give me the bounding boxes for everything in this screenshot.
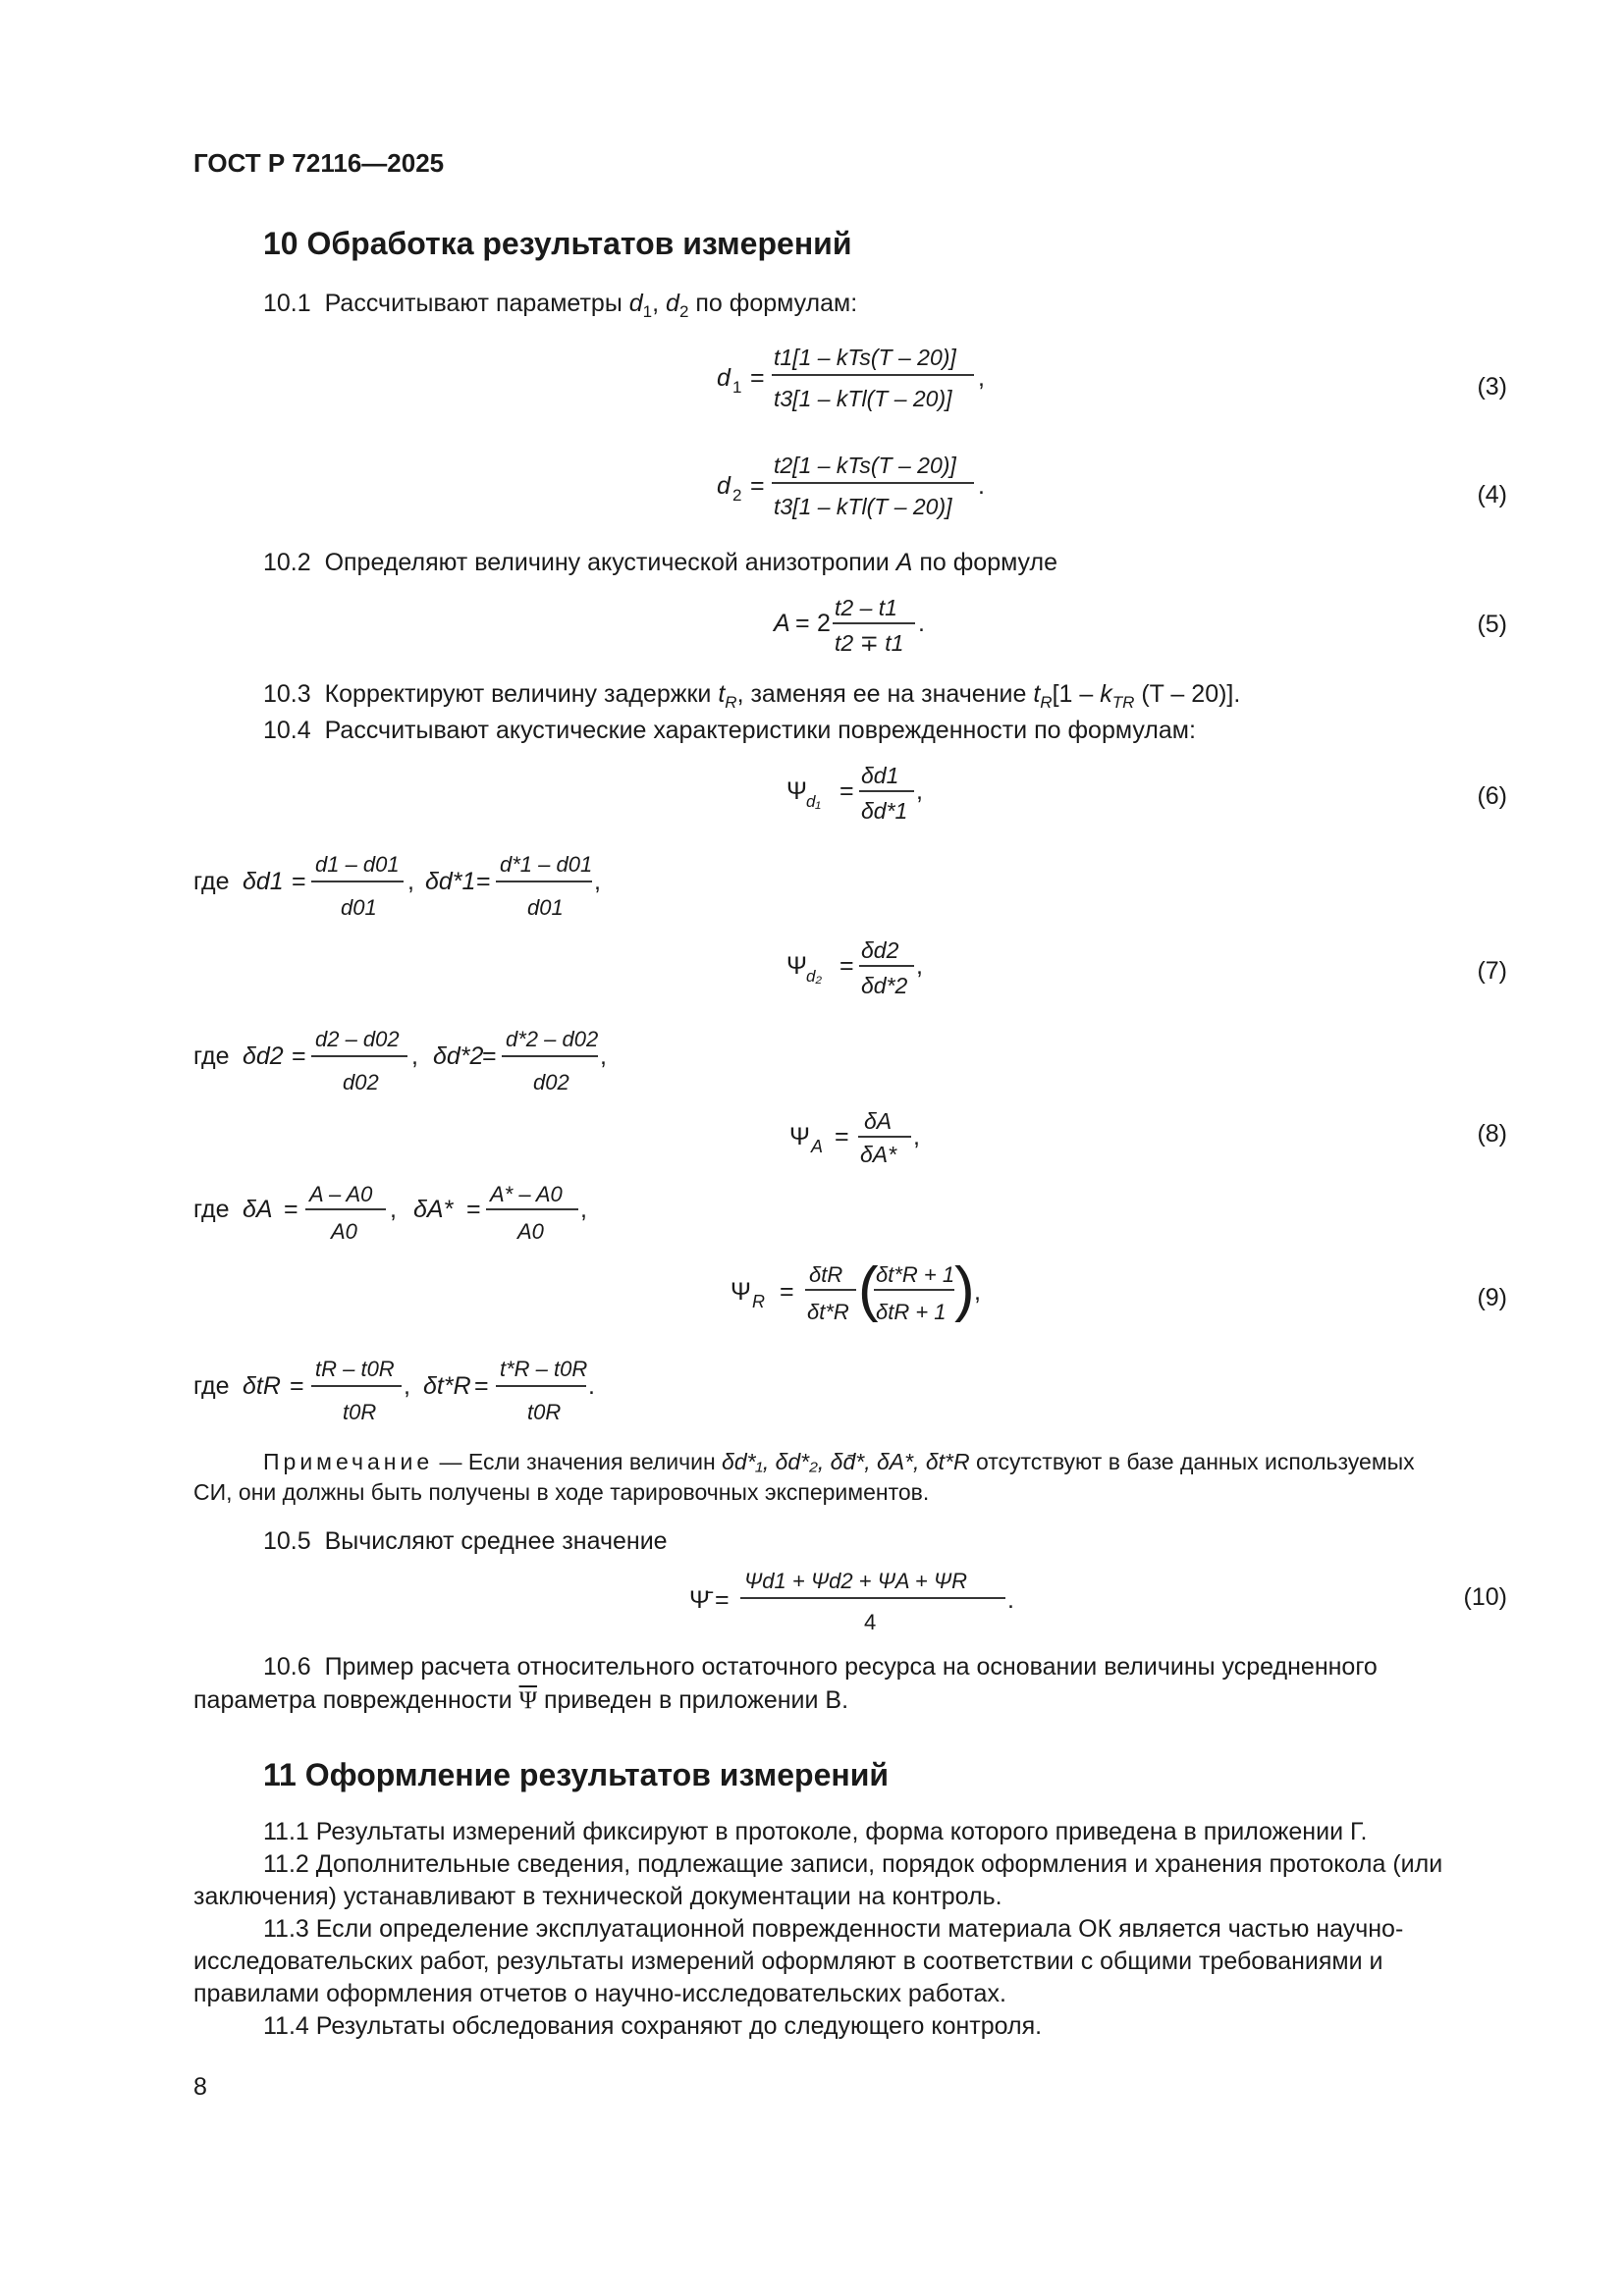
paragraph-11-3: 11.3 Если определение эксплуатационной поврежденности материала ОК является частью научно-исследовательских работ, результаты измерений оформляют в соответствии с общими требованиями и правилами оформления отчетов о научно-исследовательских работах. (193, 1915, 1404, 2007)
eq3-numerator: t1[1 – kTs(T – 20)] (774, 345, 956, 370)
svg-text:где: где (193, 1196, 230, 1223)
note-label: Примечание (263, 1449, 434, 1474)
equation-8-number: (8) (1477, 1120, 1507, 1148)
equation-5 (766, 586, 943, 665)
paragraph-10-2: 10.2 Определяют величину акустической анизотропии A по формуле (263, 549, 1058, 576)
svg-text:d*2 – d02: d*2 – d02 (506, 1027, 599, 1051)
svg-text:=: = (839, 777, 854, 805)
eq8-numerator: δA (864, 1108, 893, 1134)
paragraph-10-5: 10.5 Вычисляют среднее значение (263, 1527, 668, 1555)
svg-text:t*R – t0R: t*R – t0R (500, 1357, 588, 1381)
svg-text:d₁: d₁ (806, 792, 821, 811)
svg-text:d02: d02 (343, 1070, 379, 1095)
svg-text:=: = (835, 1123, 849, 1150)
svg-text:t0R: t0R (343, 1400, 377, 1424)
svg-text:δd1: δd1 (243, 868, 284, 895)
svg-text:,: , (407, 868, 414, 895)
svg-text:=: = (284, 1196, 298, 1223)
svg-text:d: d (717, 472, 731, 500)
svg-text:где: где (193, 1372, 230, 1400)
eq4-denominator: t3[1 – kTl(T – 20)] (774, 494, 952, 519)
eq3-lhs: d (717, 364, 731, 392)
equation-9 (727, 1249, 992, 1337)
equation-8-where (193, 1172, 625, 1251)
eq6-numerator: δd1 (861, 763, 899, 788)
svg-text:1: 1 (732, 378, 742, 397)
eq4-numerator: t2[1 – kTs(T – 20)] (774, 453, 956, 478)
svg-text:,: , (978, 364, 985, 392)
equation-9-number: (9) (1477, 1284, 1507, 1311)
svg-text:=: = (750, 472, 765, 500)
svg-text:=: = (292, 1042, 306, 1070)
svg-text:δt*R: δt*R (423, 1372, 471, 1400)
svg-text:d₂: d₂ (806, 967, 822, 986)
svg-text:,: , (411, 1042, 418, 1070)
eq10-numerator: Ψd1 + Ψd2 + ΨA + ΨR (744, 1569, 967, 1593)
svg-text:δd*2: δd*2 (433, 1042, 484, 1070)
svg-text:Ψ: Ψ (786, 777, 807, 805)
svg-text:.: . (978, 472, 985, 500)
svg-text:δA: δA (243, 1196, 273, 1223)
svg-text:d01: d01 (341, 895, 377, 920)
svg-text:=: = (466, 1196, 481, 1223)
equation-10 (685, 1565, 1019, 1643)
equation-4 (707, 440, 1001, 528)
svg-text:): ) (954, 1255, 975, 1323)
svg-text:,: , (390, 1196, 397, 1223)
svg-text:=: = (715, 1586, 730, 1614)
paragraph-10-6-line-1: 10.6 Пример расчета относительного остаточного ресурса на основании величины усредненного (263, 1653, 1378, 1681)
eq5-numerator: t2 – t1 (835, 595, 897, 620)
svg-text:2: 2 (732, 486, 742, 505)
equation-8 (785, 1105, 952, 1174)
svg-text:d02: d02 (533, 1070, 569, 1095)
note-symbols: δd*₁, δd*₂, δd̄*, δA*, δt*R (722, 1449, 970, 1474)
equation-6 (781, 756, 947, 834)
svg-text:=: = (780, 1278, 794, 1306)
section-11-title: 11 Оформление результатов измерений (263, 1757, 890, 1792)
svg-text:A0: A0 (517, 1219, 544, 1244)
equation-3-number: (3) (1477, 373, 1507, 400)
equation-4-number: (4) (1477, 481, 1507, 508)
eq5-denominator: t2 ∓ t1 (835, 630, 904, 656)
svg-text:,: , (974, 1278, 981, 1306)
equation-7 (781, 931, 947, 1009)
svg-text:d2 – d02: d2 – d02 (315, 1027, 400, 1051)
svg-text:.: . (588, 1372, 595, 1400)
page-number: 8 (193, 2073, 207, 2101)
svg-text:A0: A0 (331, 1219, 357, 1244)
eq10-lhs: Ψ̄ (689, 1586, 710, 1614)
document-code: ГОСТ Р 72116—2025 (193, 148, 445, 178)
svg-text:Ψ: Ψ (789, 1123, 810, 1150)
svg-text:2: 2 (817, 610, 831, 637)
svg-text:.: . (1007, 1586, 1014, 1614)
svg-text:δd2: δd2 (243, 1042, 284, 1070)
eq7-denominator: δd*2 (861, 973, 908, 998)
svg-text:=: = (292, 868, 306, 895)
svg-text:,: , (916, 777, 923, 805)
svg-text:t0R: t0R (527, 1400, 562, 1424)
paragraph-10-4: 10.4 Рассчитывают акустические характеристики поврежденности по формулам: (263, 717, 1196, 744)
eq8-denominator: δA* (860, 1142, 897, 1167)
paragraph-10-6-line-2: параметра поврежденности $\overline{\Psi}$ приведен в приложении В. (193, 1686, 849, 1714)
svg-text:δA*: δA* (413, 1196, 454, 1223)
svg-text:δd*1: δd*1 (425, 868, 476, 895)
equation-6-where (193, 840, 625, 929)
svg-text:=: = (795, 610, 810, 637)
svg-text:где: где (193, 1042, 230, 1070)
paragraph-11-4: 11.4 Результаты обследования сохраняют до следующего контроля. (263, 2012, 1043, 2040)
svg-text:A* – A0: A* – A0 (490, 1182, 563, 1206)
equation-9-where (193, 1345, 625, 1433)
svg-text:Ψ: Ψ (731, 1278, 751, 1306)
svg-text:A: A (774, 610, 790, 637)
svg-text:R: R (752, 1292, 765, 1311)
svg-text:,: , (404, 1372, 410, 1400)
equation-3 (707, 332, 1001, 420)
svg-text:=: = (474, 1372, 489, 1400)
note: Примечание — Если значения величин δd*₁, δd*₂, δd̄*, δA*, δt*R отсутствуют в базе данных используемых (263, 1449, 1415, 1474)
eq9-numerator: δtR (809, 1262, 843, 1287)
svg-text:(: ( (858, 1255, 879, 1323)
svg-text:,: , (916, 952, 923, 980)
equation-7-where (193, 1015, 625, 1103)
svg-text:,: , (594, 868, 601, 895)
svg-text:,: , (580, 1196, 587, 1223)
svg-text:Ψ: Ψ (786, 952, 807, 980)
svg-text:.: . (918, 610, 925, 637)
svg-text:A: A (811, 1137, 824, 1156)
eq3-denominator: t3[1 – kTl(T – 20)] (774, 386, 952, 411)
psi-bar-symbol: $\overline{\Psi}$ (518, 1687, 538, 1714)
svg-text:=: = (476, 868, 491, 895)
equation-6-number: (6) (1477, 782, 1507, 810)
paragraph-11-1: 11.1 Результаты измерений фиксируют в протоколе, форма которого приведена в приложении Г. (263, 1818, 1368, 1845)
svg-text:δt*R + 1: δt*R + 1 (876, 1262, 955, 1287)
svg-text:d1 – d01: d1 – d01 (315, 852, 400, 877)
paragraph-11-2: 11.2 Дополнительные сведения, подлежащие записи, порядок оформления и хранения протокола (или заключения) устанавливают в технической документации на контроль. (193, 1850, 1443, 1910)
note-line-2: СИ, они должны быть получены в ходе тарировочных экспериментов. (193, 1479, 930, 1505)
svg-text:=: = (839, 952, 854, 980)
equation-10-number: (10) (1463, 1583, 1507, 1611)
eq6-denominator: δd*1 (861, 798, 908, 824)
svg-text:=: = (290, 1372, 304, 1400)
svg-text:d01: d01 (527, 895, 564, 920)
svg-text:d*1 – d01: d*1 – d01 (500, 852, 593, 877)
svg-text:δtR: δtR (243, 1372, 281, 1400)
eq10-denominator: 4 (864, 1610, 877, 1634)
eq7-numerator: δd2 (861, 937, 899, 963)
equation-5-number: (5) (1477, 611, 1507, 638)
eq9-denominator: δt*R (807, 1300, 849, 1324)
paragraph-10-3: 10.3 Корректируют величину задержки $t_R$, заменяя ее на значение $t_R[1 - k_{TR}$ (T – 20)]. (263, 680, 1241, 712)
svg-text:,: , (600, 1042, 607, 1070)
svg-text:=: = (482, 1042, 497, 1070)
svg-text:tR – t0R: tR – t0R (315, 1357, 395, 1381)
svg-text:где: где (193, 868, 230, 895)
svg-text:=: = (750, 364, 765, 392)
svg-text:,: , (913, 1123, 920, 1150)
paragraph-10-1: 10.1 Рассчитывают параметры $d_1$, $d_2$ по формулам: (263, 290, 858, 321)
equation-7-number: (7) (1477, 957, 1507, 985)
section-10-title: 10 Обработка результатов измерений (263, 226, 852, 261)
svg-text:δtR + 1: δtR + 1 (876, 1300, 947, 1324)
svg-text:A – A0: A – A0 (309, 1182, 373, 1206)
